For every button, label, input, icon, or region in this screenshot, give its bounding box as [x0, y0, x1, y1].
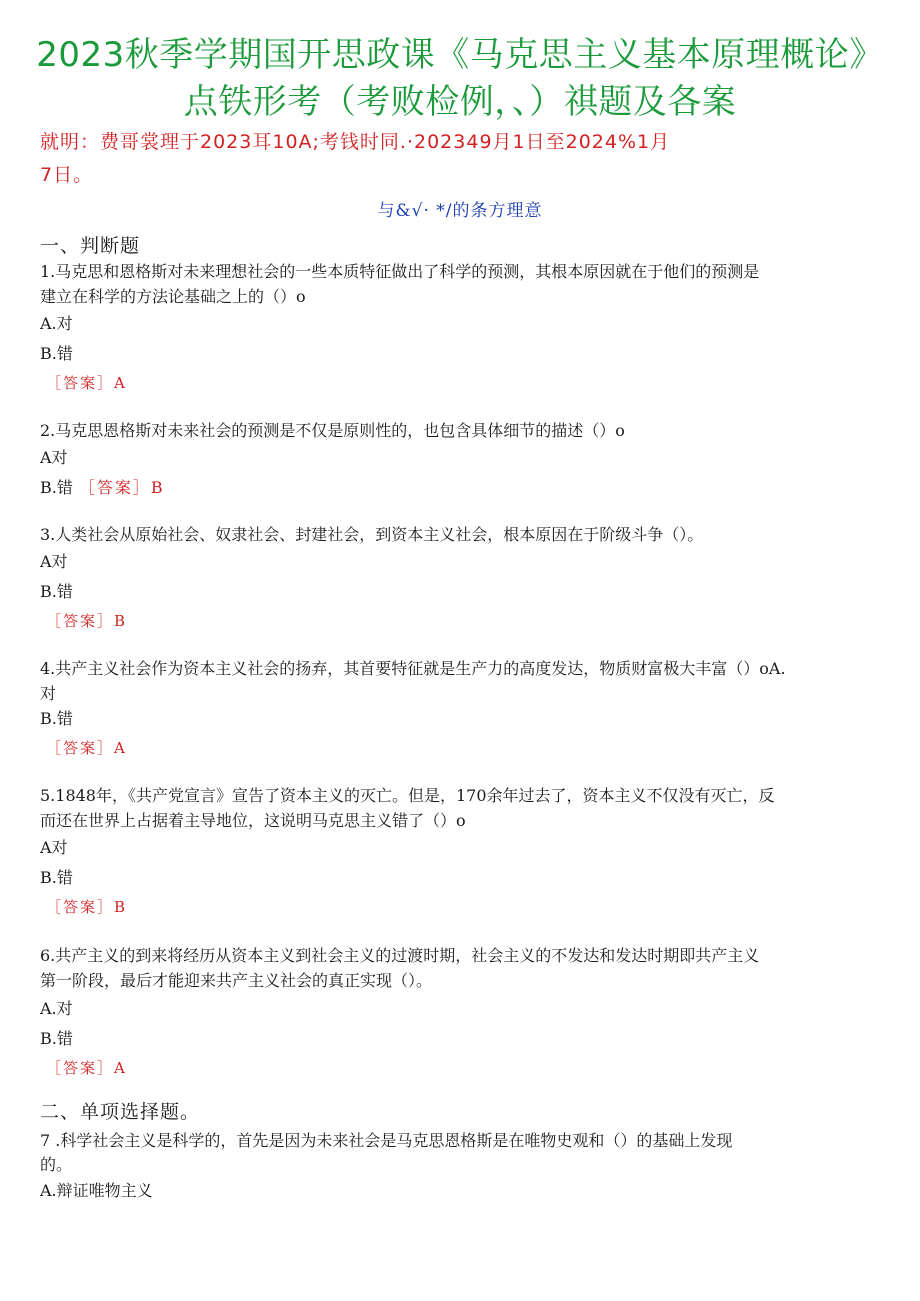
question-4-text-line2: 对 — [40, 684, 57, 703]
document-title-line2: 点铁形考（考败检例，、）祺题及各案 — [183, 82, 737, 122]
question-2-option-b: B.错 — [40, 478, 73, 497]
question-7-option-a: A.辩证唯物主义 — [40, 1181, 153, 1200]
document-title-line1: 2023秋季学期国开思政课《马克思主义基本原理概论》 — [36, 35, 884, 75]
question-7-text-line1: 7 .科学社会主义是科学的，首先是因为未来社会是马克思恩格斯是在唯物史观和（）的基础上发现 — [40, 1131, 733, 1150]
question-4-option-b: B.错 — [40, 709, 73, 728]
question-2-option-b-row — [40, 477, 165, 499]
note-line2: 7日。 — [40, 164, 94, 186]
question-1-text-line1: 1.马克思和恩格斯对未来理想社会的一些本质特征做出了科学的预测，其根本原因就在于他们的预测是 — [40, 262, 760, 281]
question-2-option-a: A对 — [40, 448, 68, 467]
question-6-text-line2: 第一阶段，最后才能迎来共产主义社会的真正实现（）。 — [40, 971, 433, 990]
question-2-answer: ［答案］B — [78, 478, 165, 497]
question-2-text-line1: 2.马克思恩格斯对未来社会的预测是不仅是原则性的，也包含具体细节的描述（）o — [40, 421, 625, 440]
question-7-text-line2: 的。 — [40, 1155, 73, 1174]
question-1-option-a: A.对 — [40, 314, 73, 333]
question-4-text-line1: 4.共产主义社会作为资本主义社会的扬弃，其首要特征就是生产力的高度发达，物质财富极大丰富（）oA. — [40, 659, 786, 678]
question-1-option-b: B.错 — [40, 344, 73, 363]
question-5-option-a: A对 — [40, 838, 68, 857]
question-6-option-a: A.对 — [40, 999, 73, 1018]
question-5-text-line1: 5.1848年，《共产党宣言》宣告了资本主义的灭亡。但是，170余年过去了，资本主义不仅没有灭亡，反 — [40, 786, 775, 805]
question-3-answer: ［答案］B — [46, 612, 128, 630]
question-6-option-b: B.错 — [40, 1029, 73, 1048]
question-3-text-line1: 3.人类社会从原始社会、奴隶社会、封建社会，到资本主义社会，根本原因在于阶级斗争（）。 — [40, 525, 704, 544]
question-6-answer: ［答案］A — [46, 1059, 127, 1077]
question-3-option-b: B.错 — [40, 582, 73, 601]
question-5-text-line2: 而还在世界上占据着主导地位，这说明马克思主义错了（）o — [40, 811, 466, 830]
question-6-text-line1: 6.共产主义的到来将经历从资本主义到社会主义的过渡时期，社会主义的不发达和发达时期即共产主义 — [40, 946, 760, 965]
section-title-single-choice: 二、单项选择题。 — [40, 1101, 201, 1123]
subtitle: 与&√· */的条方理意 — [377, 201, 543, 221]
question-3-option-a: A对 — [40, 552, 68, 571]
question-5-answer: ［答案］B — [46, 898, 128, 916]
note-line1: 就明：费哥裳理于2023耳10A;考钱时同.·202349月1日至2024%1月 — [40, 131, 671, 153]
question-1-answer: ［答案］A — [46, 374, 127, 392]
section-title-judge: 一、判断题 — [40, 235, 141, 257]
question-5-option-b: B.错 — [40, 868, 73, 887]
question-4-answer: ［答案］A — [46, 739, 127, 757]
question-1-text-line2: 建立在科学的方法论基础之上的（）o — [40, 287, 306, 306]
